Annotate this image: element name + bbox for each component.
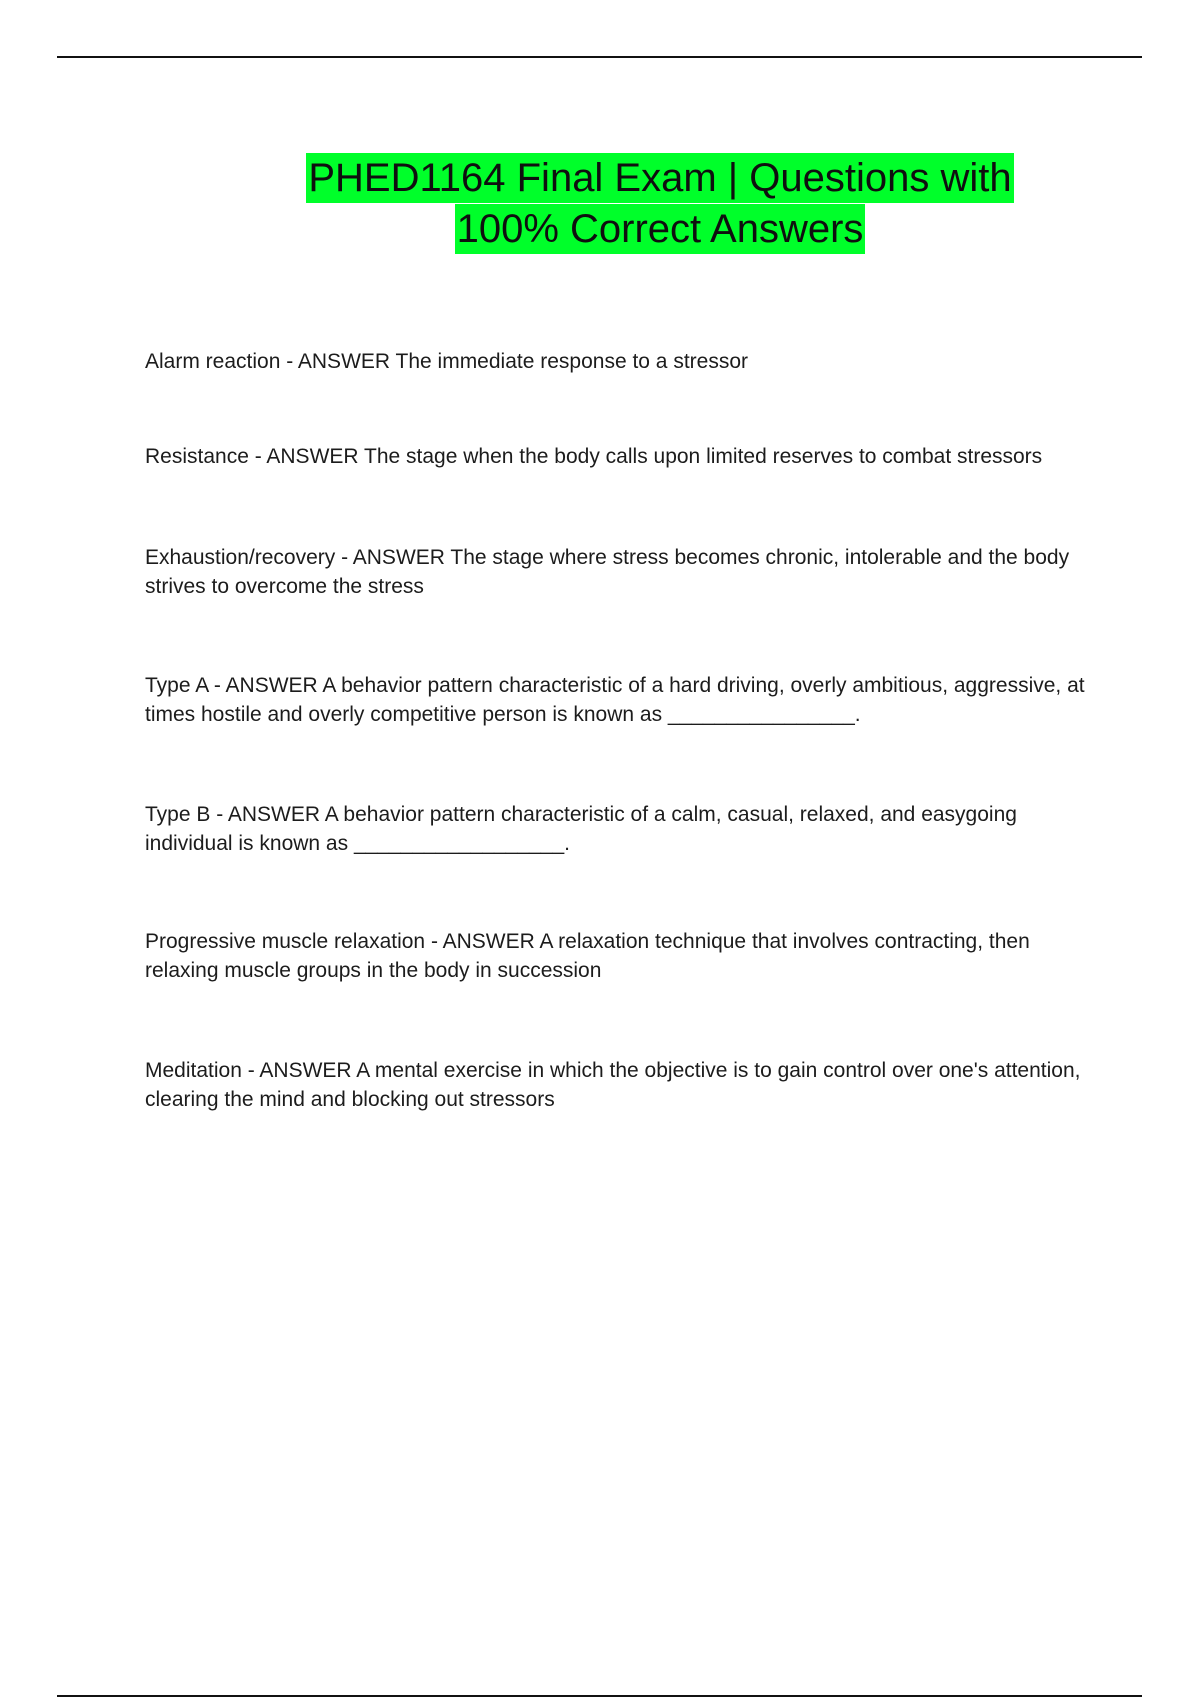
footer-rule bbox=[57, 1695, 1142, 1697]
qa-entry-exhaustion-recovery: Exhaustion/recovery - ANSWER The stage where stress becomes chronic, intolerable and the body strives to overcome the stress bbox=[145, 546, 1070, 598]
qa-entry-type-b: Type B - ANSWER A behavior pattern characteristic of a calm, casual, relaxed, and easygoing individual is known as __________________. bbox=[145, 803, 1017, 855]
document-title bbox=[0, 153, 1200, 255]
qa-entry-alarm-reaction: Alarm reaction - ANSWER The immediate response to a stressor bbox=[145, 350, 749, 373]
qa-entry-type-a: Type A - ANSWER A behavior pattern characteristic of a hard driving, overly ambitious, aggressive, at times hostile and overly competitive person is known as ________________. bbox=[145, 674, 1085, 726]
qa-entry-resistance: Resistance - ANSWER The stage when the body calls upon limited reserves to combat stressors bbox=[145, 445, 1043, 468]
title-line-1: PHED1164 Final Exam | Questions with bbox=[306, 153, 1013, 203]
qa-entry-meditation: Meditation - ANSWER A mental exercise in which the objective is to gain control over one's attention, clearing the mind and blocking out stressors bbox=[145, 1059, 1081, 1111]
header-rule bbox=[57, 56, 1142, 58]
qa-entry-progressive-muscle-relaxation: Progressive muscle relaxation - ANSWER A relaxation technique that involves contracting, then relaxing muscle groups in the body in succession bbox=[145, 930, 1030, 982]
title-line-2: 100% Correct Answers bbox=[455, 204, 866, 254]
